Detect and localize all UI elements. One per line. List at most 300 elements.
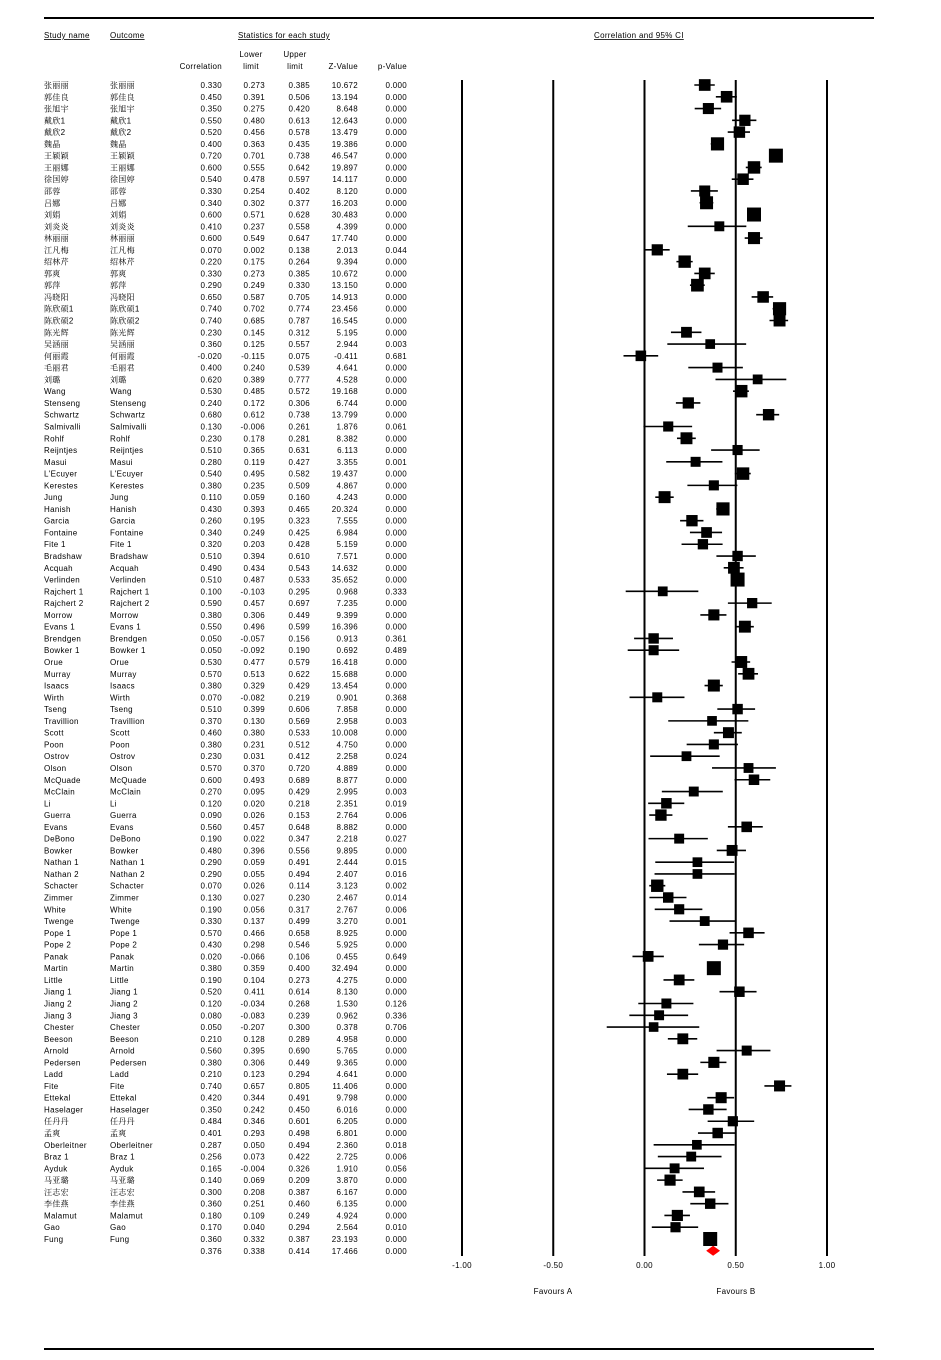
p-value-cell: 0.000 bbox=[385, 151, 407, 161]
z-value-cell: 2.995 bbox=[336, 787, 358, 797]
study-name-cell: Kerestes bbox=[44, 481, 78, 491]
outcome-cell: Murray bbox=[110, 669, 137, 679]
p-value-cell: 0.003 bbox=[385, 340, 407, 350]
lower-limit-cell: 0.195 bbox=[243, 516, 265, 526]
correlation-cell: 0.050 bbox=[200, 1023, 222, 1033]
outcome-cell: 魏晶 bbox=[110, 139, 127, 149]
lower-limit-cell: 0.119 bbox=[244, 457, 265, 467]
upper-limit-cell: 0.295 bbox=[288, 587, 310, 597]
correlation-cell: 0.410 bbox=[200, 222, 222, 232]
upper-limit-cell: 0.578 bbox=[288, 128, 310, 138]
upper-limit-cell: 0.306 bbox=[288, 398, 310, 408]
correlation-cell: 0.510 bbox=[200, 446, 222, 456]
lower-limit-cell: 0.059 bbox=[243, 858, 265, 868]
correlation-cell: 0.287 bbox=[200, 1140, 222, 1150]
effect-square bbox=[749, 774, 760, 785]
outcome-cell: 陈欣硕1 bbox=[110, 304, 140, 314]
upper-limit-cell: 0.330 bbox=[288, 281, 310, 291]
upper-limit-cell: 0.697 bbox=[288, 599, 310, 609]
z-value-cell: 30.483 bbox=[331, 210, 358, 220]
effect-square bbox=[643, 951, 654, 962]
p-value-cell: 0.000 bbox=[385, 257, 407, 267]
outcome-cell: 江凡梅 bbox=[110, 245, 135, 255]
study-name-cell: 陈欣硕2 bbox=[44, 316, 74, 326]
correlation-cell: 0.180 bbox=[200, 1211, 222, 1221]
correlation-cell: 0.340 bbox=[200, 528, 222, 538]
study-name-cell: Oberleitner bbox=[44, 1140, 87, 1150]
effect-square bbox=[691, 279, 704, 292]
study-name-cell: Malamut bbox=[44, 1211, 77, 1221]
z-value-cell: 0.962 bbox=[336, 1011, 358, 1021]
z-value-cell: 2.725 bbox=[336, 1152, 358, 1162]
effect-square bbox=[689, 787, 699, 797]
summary-upper-limit-cell: 0.414 bbox=[288, 1246, 310, 1256]
upper-limit-cell: 0.218 bbox=[288, 799, 310, 809]
correlation-cell: 0.400 bbox=[200, 363, 222, 373]
outcome-cell: Kerestes bbox=[110, 481, 144, 491]
z-value-cell: 2.218 bbox=[336, 834, 358, 844]
study-name-cell: 郭佳良 bbox=[44, 92, 69, 102]
p-value-cell: 0.000 bbox=[385, 1070, 407, 1080]
correlation-cell: 0.490 bbox=[200, 563, 222, 573]
lower-limit-cell: 0.249 bbox=[243, 528, 265, 538]
correlation-cell: 0.050 bbox=[200, 646, 222, 656]
outcome-cell: 马亚璐 bbox=[110, 1176, 135, 1186]
outcome-cell: Isaacs bbox=[110, 681, 135, 691]
correlation-cell: 0.070 bbox=[200, 245, 222, 255]
upper-limit-cell: 0.601 bbox=[288, 1117, 310, 1127]
lower-limit-cell: 0.251 bbox=[243, 1199, 265, 1209]
study-name-cell: Wirth bbox=[44, 693, 65, 703]
p-value-cell: 0.000 bbox=[385, 552, 407, 562]
upper-limit-cell: 0.326 bbox=[288, 1164, 310, 1174]
lower-limit-cell: 0.254 bbox=[243, 186, 265, 196]
study-name-cell: Gao bbox=[44, 1223, 61, 1233]
z-value-cell: 6.205 bbox=[336, 1117, 358, 1127]
lower-limit-cell: 0.050 bbox=[243, 1140, 265, 1150]
z-value-cell: 46.547 bbox=[331, 151, 358, 161]
summary-lower-limit-cell: 0.338 bbox=[243, 1246, 265, 1256]
correlation-cell: 0.420 bbox=[200, 1093, 222, 1103]
z-value-cell: 2.467 bbox=[336, 893, 358, 903]
upper-limit-cell: 0.582 bbox=[288, 469, 310, 479]
p-value-cell: 0.000 bbox=[385, 1117, 407, 1127]
upper-limit-cell: 0.647 bbox=[288, 234, 310, 244]
study-name-cell: Ladd bbox=[44, 1070, 63, 1080]
correlation-cell: 0.401 bbox=[200, 1129, 222, 1139]
correlation-cell: 0.120 bbox=[200, 999, 222, 1009]
effect-square bbox=[743, 668, 755, 680]
z-value-cell: 0.968 bbox=[336, 587, 358, 597]
z-value-cell: 4.889 bbox=[336, 763, 358, 773]
z-value-cell: 9.394 bbox=[336, 257, 358, 267]
z-value-cell: 19.386 bbox=[331, 139, 358, 149]
study-name-cell: Jung bbox=[44, 493, 63, 503]
study-name-cell: Bowker bbox=[44, 846, 73, 856]
study-name-cell: Pedersen bbox=[44, 1058, 81, 1068]
p-value-cell: 0.000 bbox=[385, 1093, 407, 1103]
study-name-cell: Reijntjes bbox=[44, 446, 78, 456]
study-name-cell: 刘娟 bbox=[44, 210, 61, 220]
correlation-cell: 0.570 bbox=[200, 928, 222, 938]
correlation-cell: 0.260 bbox=[200, 516, 222, 526]
effect-square bbox=[763, 409, 774, 420]
effect-square bbox=[699, 185, 710, 196]
effect-square bbox=[774, 315, 786, 327]
effect-square bbox=[674, 975, 685, 986]
study-name-cell: Evans bbox=[44, 822, 68, 832]
correlation-cell: 0.600 bbox=[200, 210, 222, 220]
effect-square bbox=[686, 1152, 696, 1162]
upper-limit-cell: 0.499 bbox=[288, 917, 310, 927]
p-value-cell: 0.018 bbox=[385, 1140, 407, 1150]
effect-square bbox=[661, 798, 672, 809]
lower-limit-cell: 0.477 bbox=[243, 658, 265, 667]
outcome-cell: White bbox=[110, 905, 132, 915]
outcome-cell: 徐国婷 bbox=[110, 175, 135, 185]
correlation-cell: 0.230 bbox=[200, 434, 222, 444]
upper-limit-cell: 0.387 bbox=[288, 1235, 310, 1244]
study-name-cell: 吴涵丽 bbox=[44, 340, 69, 350]
study-name-cell: Nathan 2 bbox=[44, 869, 79, 879]
effect-square bbox=[663, 892, 673, 902]
lower-limit-cell: -0.082 bbox=[240, 693, 265, 703]
study-name-cell: Twenge bbox=[44, 917, 74, 927]
p-value-cell: 0.000 bbox=[385, 234, 407, 244]
outcome-cell: Salmivalli bbox=[110, 422, 147, 432]
study-name-cell: 刘炎炎 bbox=[44, 222, 69, 232]
z-value-cell: 9.399 bbox=[336, 610, 358, 620]
outcome-cell: Braz 1 bbox=[110, 1152, 135, 1162]
p-value-cell: 0.000 bbox=[385, 575, 407, 585]
lower-limit-cell: 0.123 bbox=[243, 1070, 265, 1080]
p-value-cell: 0.001 bbox=[385, 917, 407, 927]
outcome-cell: 李佳燕 bbox=[110, 1199, 135, 1209]
correlation-cell: 0.570 bbox=[200, 763, 222, 773]
p-value-cell: 0.649 bbox=[385, 952, 407, 962]
upper-limit-cell: 0.599 bbox=[288, 622, 310, 632]
upper-limit-cell: 0.557 bbox=[288, 340, 310, 350]
p-value-cell: 0.000 bbox=[385, 975, 407, 985]
p-value-cell: 0.000 bbox=[385, 434, 407, 444]
p-value-cell: 0.706 bbox=[385, 1023, 407, 1033]
outcome-cell: 郭佳良 bbox=[110, 92, 135, 102]
correlation-cell: 0.540 bbox=[200, 175, 222, 185]
study-name-cell: Verlinden bbox=[44, 575, 81, 585]
effect-square bbox=[748, 232, 760, 244]
effect-square bbox=[674, 834, 684, 844]
upper-limit-cell: 0.429 bbox=[288, 787, 310, 797]
lower-limit-cell: 0.109 bbox=[243, 1211, 265, 1221]
p-value-cell: 0.000 bbox=[385, 163, 407, 173]
outcome-cell: Chester bbox=[110, 1023, 141, 1033]
effect-square bbox=[672, 1210, 683, 1221]
lower-limit-cell: 0.344 bbox=[243, 1093, 265, 1103]
outcome-cell: 汪志宏 bbox=[110, 1187, 135, 1197]
lower-limit-cell: 0.208 bbox=[243, 1187, 265, 1197]
lower-limit-cell: 0.073 bbox=[243, 1152, 265, 1162]
upper-limit-cell: 0.249 bbox=[288, 1211, 310, 1221]
upper-limit-cell: 0.491 bbox=[288, 858, 310, 868]
study-name-cell: 汪志宏 bbox=[44, 1187, 69, 1197]
outcome-cell: 郭萍 bbox=[110, 281, 127, 291]
study-name-cell: Pope 1 bbox=[44, 928, 72, 938]
correlation-cell: 0.330 bbox=[200, 269, 222, 279]
study-name-cell: Acquah bbox=[44, 563, 73, 573]
study-name-cell: Masui bbox=[44, 457, 67, 467]
lower-limit-cell: 0.002 bbox=[243, 245, 265, 255]
outcome-cell: Stenseng bbox=[110, 398, 147, 408]
effect-square bbox=[714, 221, 724, 231]
z-value-cell: 8.130 bbox=[336, 987, 358, 997]
correlation-cell: 0.230 bbox=[200, 752, 222, 762]
lower-limit-cell: 0.478 bbox=[243, 175, 265, 185]
lower-limit-cell: -0.115 bbox=[241, 351, 265, 361]
correlation-cell: 0.740 bbox=[200, 316, 222, 326]
p-value-cell: 0.000 bbox=[385, 410, 407, 420]
effect-square bbox=[700, 916, 710, 926]
effect-square bbox=[699, 79, 711, 91]
z-value-cell: 8.120 bbox=[336, 186, 358, 196]
z-value-cell: 4.750 bbox=[336, 740, 358, 750]
correlation-cell: 0.400 bbox=[200, 139, 222, 149]
lower-limit-cell: 0.273 bbox=[243, 269, 265, 279]
lower-limit-cell: -0.083 bbox=[240, 1011, 265, 1021]
upper-limit-cell: 0.209 bbox=[288, 1176, 310, 1186]
correlation-cell: 0.210 bbox=[200, 1070, 222, 1080]
lower-limit-cell: 0.456 bbox=[243, 128, 265, 138]
study-name-cell: Orue bbox=[44, 658, 63, 667]
p-value-cell: 0.000 bbox=[385, 1034, 407, 1044]
z-value-cell: 3.270 bbox=[336, 917, 358, 927]
upper-limit-cell: 0.509 bbox=[288, 481, 310, 491]
x-tick-label: 0.00 bbox=[636, 1261, 653, 1270]
study-name-cell: Garcia bbox=[44, 516, 70, 526]
correlation-cell: 0.430 bbox=[200, 940, 222, 950]
correlation-cell: 0.350 bbox=[200, 1105, 222, 1115]
p-value-cell: 0.000 bbox=[385, 210, 407, 220]
effect-square bbox=[693, 869, 703, 879]
effect-square bbox=[742, 1046, 752, 1056]
lower-limit-cell: 0.466 bbox=[243, 928, 265, 938]
z-value-cell: 4.641 bbox=[336, 363, 358, 373]
lower-limit-cell: 0.055 bbox=[243, 869, 265, 879]
correlation-cell: 0.220 bbox=[200, 257, 222, 267]
p-value-cell: 0.000 bbox=[385, 363, 407, 373]
p-value-cell: 0.001 bbox=[385, 457, 407, 467]
p-value-cell: 0.000 bbox=[385, 681, 407, 691]
p-value-cell: 0.006 bbox=[385, 811, 407, 821]
z-value-cell: 13.150 bbox=[331, 281, 358, 291]
outcome-cell: 张丽丽 bbox=[110, 81, 135, 90]
z-value-cell: 23.193 bbox=[331, 1235, 358, 1244]
upper-limit-cell: 0.460 bbox=[288, 1199, 310, 1209]
study-name-cell: Ayduk bbox=[44, 1164, 68, 1174]
correlation-cell: 0.430 bbox=[200, 504, 222, 514]
correlation-cell: 0.460 bbox=[200, 728, 222, 738]
p-value-cell: 0.006 bbox=[385, 905, 407, 915]
outcome-cell: Ayduk bbox=[110, 1164, 134, 1174]
correlation-cell: 0.510 bbox=[200, 575, 222, 585]
upper-limit-cell: 0.425 bbox=[288, 528, 310, 538]
effect-square bbox=[716, 1092, 727, 1103]
z-value-cell: 6.167 bbox=[336, 1187, 358, 1197]
correlation-cell: 0.570 bbox=[200, 669, 222, 679]
outcome-cell: 何丽霞 bbox=[110, 351, 135, 361]
outcome-cell: Verlinden bbox=[110, 575, 147, 585]
study-name-cell: Isaacs bbox=[44, 681, 69, 691]
effect-square bbox=[692, 1140, 702, 1150]
upper-limit-cell: 0.138 bbox=[288, 245, 310, 255]
upper-limit-cell: 0.622 bbox=[288, 669, 310, 679]
study-name-cell: Rajchert 1 bbox=[44, 587, 84, 597]
z-value-cell: 10.008 bbox=[331, 728, 358, 738]
effect-square bbox=[659, 491, 671, 503]
p-value-cell: 0.000 bbox=[385, 928, 407, 938]
outcome-cell: Evans 1 bbox=[110, 622, 142, 632]
upper-limit-cell: 0.597 bbox=[288, 175, 310, 185]
lower-limit-cell: 0.249 bbox=[243, 281, 265, 291]
p-value-cell: 0.000 bbox=[385, 128, 407, 138]
correlation-cell: 0.070 bbox=[200, 693, 222, 703]
correlation-cell: 0.100 bbox=[200, 587, 222, 597]
correlation-cell: 0.110 bbox=[201, 493, 222, 503]
z-value-cell: 0.692 bbox=[336, 646, 358, 656]
lower-limit-cell: 0.203 bbox=[243, 540, 265, 550]
correlation-cell: 0.210 bbox=[200, 1034, 222, 1044]
summary-p-value-cell: 0.000 bbox=[385, 1246, 407, 1256]
correlation-cell: 0.560 bbox=[200, 1046, 222, 1056]
p-value-cell: 0.044 bbox=[385, 245, 407, 255]
p-value-cell: 0.000 bbox=[385, 964, 407, 974]
lower-limit-cell: -0.207 bbox=[240, 1023, 265, 1033]
study-name-cell: Guerra bbox=[44, 811, 71, 821]
upper-limit-cell: 0.264 bbox=[288, 257, 310, 267]
study-name-cell: Fontaine bbox=[44, 528, 78, 538]
p-value-cell: 0.333 bbox=[385, 587, 407, 597]
outcome-cell: Reijntjes bbox=[110, 446, 144, 456]
outcome-cell: Li bbox=[110, 799, 117, 809]
outcome-cell: Bowker bbox=[110, 846, 139, 856]
lower-limit-cell: 0.396 bbox=[243, 846, 265, 856]
favours-a-label: Favours A bbox=[533, 1287, 573, 1296]
outcome-cell: Pope 2 bbox=[110, 940, 138, 950]
study-name-cell: 陈光辉 bbox=[44, 328, 69, 338]
z-value-cell: 3.355 bbox=[336, 457, 358, 467]
z-value-cell: 9.798 bbox=[336, 1093, 358, 1103]
effect-square bbox=[747, 598, 757, 608]
x-tick-label: 0.50 bbox=[727, 1261, 745, 1270]
outcome-cell: Martin bbox=[110, 964, 135, 974]
z-value-cell: 6.016 bbox=[336, 1105, 358, 1115]
upper-limit-cell: 0.190 bbox=[288, 646, 310, 656]
p-value-cell: 0.000 bbox=[385, 292, 407, 302]
upper-limit-cell: 0.273 bbox=[288, 975, 310, 985]
upper-limit-cell: 0.494 bbox=[288, 869, 310, 879]
z-value-cell: 11.406 bbox=[332, 1081, 358, 1091]
study-name-cell: 邵蓉 bbox=[44, 186, 61, 196]
p-value-cell: 0.000 bbox=[385, 705, 407, 715]
outcome-cell: Arnold bbox=[110, 1046, 135, 1056]
effect-square bbox=[705, 339, 715, 349]
p-value-cell: 0.000 bbox=[385, 940, 407, 950]
upper-limit-cell: 0.106 bbox=[288, 952, 310, 962]
upper-limit-cell: 0.239 bbox=[288, 1011, 310, 1021]
outcome-cell: Hanish bbox=[110, 504, 137, 514]
effect-square bbox=[677, 1069, 688, 1080]
study-name-cell: 戴欣2 bbox=[44, 128, 66, 138]
outcome-cell: Travillion bbox=[110, 716, 145, 726]
correlation-cell: 0.484 bbox=[200, 1117, 222, 1127]
effect-square bbox=[743, 928, 754, 939]
outcome-cell: Ettekal bbox=[110, 1093, 137, 1103]
correlation-cell: 0.550 bbox=[200, 622, 222, 632]
z-value-cell: 19.437 bbox=[331, 469, 358, 479]
correlation-cell: 0.360 bbox=[200, 1199, 222, 1209]
effect-square bbox=[708, 1057, 719, 1068]
upper-limit-cell: 0.281 bbox=[288, 434, 310, 444]
study-name-cell: 吕娜 bbox=[44, 198, 61, 208]
lower-limit-cell: 0.235 bbox=[243, 481, 265, 491]
upper-limit-cell: 0.556 bbox=[288, 846, 310, 856]
outcome-cell: 吕娜 bbox=[110, 198, 127, 208]
effect-square bbox=[773, 302, 786, 315]
z-value-cell: 0.901 bbox=[336, 693, 358, 703]
z-value-cell: 2.013 bbox=[336, 245, 358, 255]
study-name-cell: Beeson bbox=[44, 1034, 73, 1044]
outcome-cell: Little bbox=[110, 975, 129, 985]
outcome-cell: Pedersen bbox=[110, 1058, 147, 1068]
correlation-cell: 0.650 bbox=[200, 292, 222, 302]
col-upper-line2: limit bbox=[287, 62, 303, 71]
z-value-cell: 2.764 bbox=[336, 811, 358, 821]
effect-square bbox=[757, 291, 769, 303]
header-study-name: Study name bbox=[44, 31, 90, 40]
lower-limit-cell: 0.306 bbox=[243, 1058, 265, 1068]
lower-limit-cell: 0.365 bbox=[243, 446, 265, 456]
effect-square bbox=[707, 716, 717, 726]
study-name-cell: Pope 2 bbox=[44, 940, 72, 950]
upper-limit-cell: 0.628 bbox=[288, 210, 310, 220]
p-value-cell: 0.000 bbox=[385, 504, 407, 514]
correlation-cell: 0.130 bbox=[200, 422, 222, 432]
lower-limit-cell: 0.022 bbox=[243, 834, 265, 844]
lower-limit-cell: 0.496 bbox=[243, 622, 265, 632]
upper-limit-cell: 0.449 bbox=[288, 1058, 310, 1068]
upper-limit-cell: 0.613 bbox=[288, 116, 310, 126]
correlation-cell: 0.300 bbox=[200, 1187, 222, 1197]
study-name-cell: Travillion bbox=[44, 716, 79, 726]
z-value-cell: 7.571 bbox=[336, 552, 358, 562]
upper-limit-cell: 0.261 bbox=[288, 422, 310, 432]
upper-limit-cell: 0.631 bbox=[288, 446, 310, 456]
z-value-cell: 12.643 bbox=[331, 116, 358, 126]
p-value-cell: 0.681 bbox=[385, 351, 407, 361]
z-value-cell: 2.444 bbox=[336, 858, 358, 868]
study-name-cell: Nathan 1 bbox=[44, 858, 79, 868]
study-name-cell: Stenseng bbox=[44, 398, 81, 408]
effect-square bbox=[652, 692, 662, 702]
effect-square bbox=[691, 457, 701, 467]
p-value-cell: 0.000 bbox=[385, 1046, 407, 1056]
summary-correlation-cell: 0.376 bbox=[200, 1246, 222, 1256]
lower-limit-cell: 0.571 bbox=[243, 210, 265, 220]
upper-limit-cell: 0.774 bbox=[288, 304, 310, 314]
outcome-cell: Fite 1 bbox=[110, 540, 132, 550]
lower-limit-cell: 0.411 bbox=[244, 987, 265, 997]
study-name-cell: Salmivalli bbox=[44, 422, 81, 432]
effect-square bbox=[774, 1080, 785, 1091]
